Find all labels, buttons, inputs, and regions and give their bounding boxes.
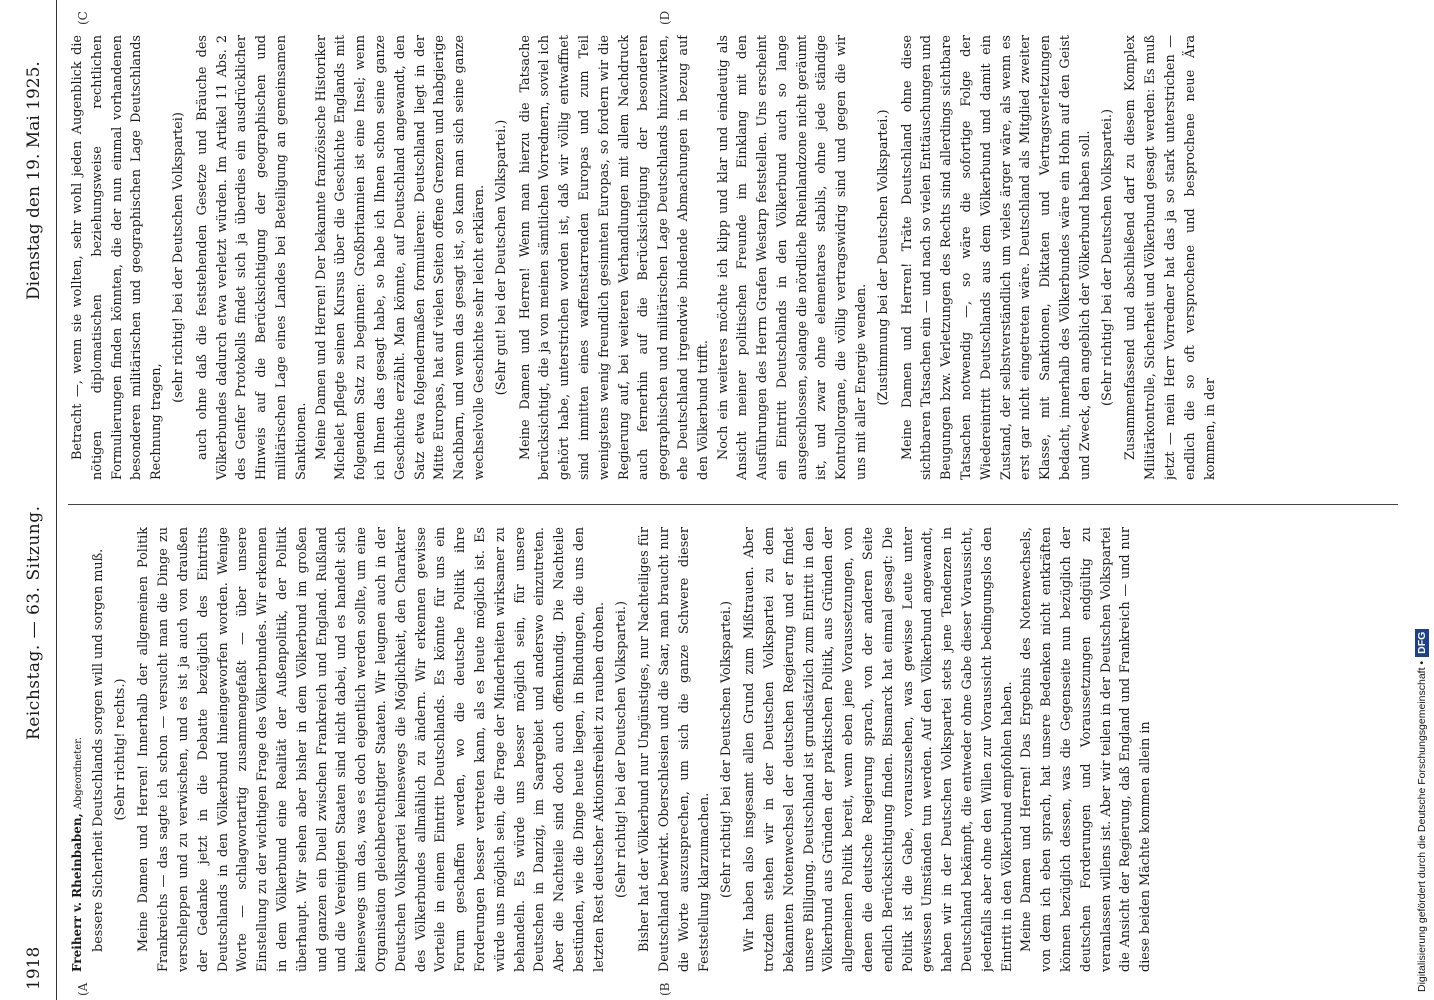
footer-credit [1412,8,1432,992]
interjection: (Sehr richtig! bei der Deutschen Volkspartei.) [718,601,734,898]
margin-letter-b: (B [658,982,672,996]
speaker-role: Abgeordneter. [73,737,84,810]
page-number: 1918 [24,946,44,990]
paragraph: Meine Damen und Herren! Träte Deutschland ohne diese sichtbaren Tatsachen ein — und nach so vielen Enttäuschungen und Beugungen bzw. Verletzungen des Rechts sind allerdings sichtbare Tatsachen notwendig —, so wäre die sofortige Folge der Wiedereintritt Deutschlands aus dem Völkerbund und damit ein Zustand, der selbstverständlich um vieles ärger wäre, als wenn es erst gar nicht eingetreten wäre. Deutschland als Mitglied zweiter Klasse, mit Sanktionen, Diktaten und Vertragsverletzungen bedacht, innerhalb des Völkerbundes wäre ein Hohn auf den Geist und Zweck, den angeblich der Völkerbund haben soll. [899,35,1093,480]
right-column [68,35,1398,480]
paragraph: Bisher hat der Völkerbund nur Ungünstiges, nur Nachteiliges für Deutschland bewirkt. Oberschlesien und die Saar, man braucht nur die Worte auszusprechen, um sich die ganze Schwere dieser Feststellung klarzumachen. [637,527,712,972]
interjection: (Sehr richtig! rechts.) [112,678,128,821]
paragraph: bessere Sicherheit Deutschlands sorgen will und sorgen muß. [90,548,106,952]
paragraph: auch ohne daß die feststehenden Gesetze und Bräuche des Völkerbundes dadurch etwa verletzt würden. Im Artikel 11 Abs. 2 des Genfer Protokolls findet sich ja überdies ein ausdrücklicher Hinweis auf die Berücksichtigung der geographischen und militärischen Lage eines Landes bei Beteiligung an gemeinsamen Sanktionen. [194,35,309,480]
paragraph: Noch ein weiteres möchte ich klipp und klar und eindeutig als Ansicht meiner politischen Freunde im Einklang mit den Ausführungen des Herrn Grafen Westarp feststellen. Uns erscheint ein Eintritt Deutschlands in den Völkerbund auch so lange ausgeschlossen, solange die nördliche Rheinlandzone nicht geräumt ist, und zwar ohne elementares stabils, ohne jede ständige Kontrollorgane, die völlig vertragswidrig sind und gegen die wir uns mit aller Energie wenden. [715,35,870,480]
paragraph: Meine Damen und Herren! Wenn man hierzu die Tatsache berücksichtigt, die ja von meinen sämtlichen Vorrednern, soviel ich gehört habe, unterstrichen worden ist, daß wir völlig entwaffnet sind inmitten eines waffenstarrenden Europas und zum Teil wenigstens wenig freundlich gesinnten Europas, so fordern wir die Regierung auf, bei weiteren Verhandlungen mit allem Nachdruck auch fernerhin auf die Berücksichtigung der besonderen geographischen und militärischen Lage Deutschlands hinzuwirken, ehe Deutschland irgendwie bindende Abmachungen in bezug auf den Völkerbund trifft. [517,35,711,480]
footer-text: Digitalisierung gefördert durch die Deutsche Forschungsgemeinschaft • [1416,660,1428,992]
paragraph: Meine Damen und Herren! Der bekannte französische Historiker Michelet pflegte seinen Kursus über die Geschichte Englands mit folgendem Satz zu beginnen: Großbritannien ist eine Insel; wenn ich Ihnen das gesagt habe, so habe ich Ihnen schon seine ganze Geschichte erzählt. Man könnte, auf Deutschland angewandt, den Satz etwa folgendermaßen formulieren: Deutschland liegt in der Mitte Europas, hat auf vielen Seiten offene Grenzen und habgierige Nachbarn, und wenn das gesagt ist, so kann man sich seine ganze wechselvolle Geschichte sehr leicht erklären. [313,35,487,480]
paragraph: Meine Damen und Herren! Innerhalb der allgemeinen Politik Frankreichs — das sagte ich schon — versucht man die Dinge zu verschleppen und zu verwischen, und es ist ja auch von draußen der Gedanke jetzt in die Debatte bezüglich des Eintritts Deutschlands in den Völkerbund hineingeworfen worden. Wenige Worte — schlagwortartig zusammengefaßt — über unsere Einstellung zu der wichtigen Frage des Völkerbundes. Wir erkennen in dem Völkerbund eine Realität der Außenpolitik, der Politik überhaupt. Wir sehen aber bisher in dem Völkerbund im großen und ganzen ein Duell zwischen Frankreich und England. Rußland und die Vereinigten Staaten sind nicht dabei, und es handelt sich keineswegs um das, was es doch eigentlich werden sollte, um eine Organisation gleichberechtigter Staaten. Wir leugnen auch in der Deutschen Volkspartei keineswegs die Möglichkeit, den Charakter des Völkerbundes allmählich zu ändern. Wir erkennen gewisse Vorteile in einem Eintritt Deutschlands. Es könnte für uns ein Forum geschaffen werden, wo die deutsche Politik ihre Forderungen besser vertreten kann, als es heute möglich ist. Es würde uns möglich sein, die Frage der Minderheiten wirksamer zu behandeln. Es würde uns besser möglich sein, für unsere Deutschen in Danzig, im Saargebiet und anderswo einzutreten. Aber die Nachteile sind doch auch offenkundig. Die Nachteile bestünden, wie die Dinge heute liegen, in Bindungen, die uns den letzten Rest deutscher Aktionsfreiheit zu rauben drohen. [136,527,607,972]
interjection: (Sehr richtig! bei der Deutschen Volkspartei.) [613,601,629,898]
page-header [24,0,50,1000]
margin-letter-c: (C [76,11,90,25]
document-page [10,0,1410,1000]
session-title: Reichstag. — 63. Sitzung. [24,505,44,740]
paragraph: Zusammenfassend und abschließend darf zu diesem Komplex Militärkontrolle, Sicherheit und Völkerbund gesagt werden: Es muß jetzt — mein Herr Vorredner hat das ja so stark unterstrichen — endlich die so oft versprochene und besprochene neue Ära kommen, in der [1123,35,1218,480]
dfg-logo: DFG [1415,629,1429,657]
paragraph: Meine Damen und Herren! Das Ergebnis des Notenwechsels, von dem ich eben sprach, hat unsere Bedenken nicht entkräften können bezüglich dessen, was die Gegenseite nun bezüglich der deutschen Forderungen und Voraussetzungen endgültig zu veranlassen willens ist. Aber wir teilen in der Deutschen Volkspartei die Ansicht der Regierung, daß England und Frankreich — und nur diese beiden Mächte kommen allein in [1019,527,1154,972]
left-column [68,527,1398,972]
speaker-name: Freiherr v. Rheinbaben, [70,813,84,972]
session-date: Dienstag den 19. Mai 1925. [24,61,44,300]
speaker-line [68,527,89,972]
paragraph: Wir haben also insgesamt allen Grund zum Mißtrauen. Aber trotzdem stehen wir in der Deutschen Volkspartei zu dem bekannten Notenwechsel der deutschen Regierung und er findet unsere Billigung. Deutschland ist grundsätzlich zum Eintritt in den Völkerbund aus Gründen der praktischen Politik, aus Gründen der allgemeinen Politik bereit, wenn eben jene Voraussetzungen, von denen die deutsche Regierung sprach, von der anderen Seite endlich Berücksichtigung finden. Bismarck hat einmal gesagt: Die Politik ist die Gabe, vorauszusehen, was gewisse Leute unter gewissen Umständen tun werden. Auf den Völkerbund angewandt, haben wir in der Deutschen Volkspartei stets jene Tendenzen in Deutschland bekämpft, die entweder ohne Gabe dieser Voraussicht, jedenfalls aber ohne den Willen zur Voraussicht bedingungslos den Eintritt in den Völkerbund empfohlen haben. [742,527,1015,972]
interjection: (Sehr gut! bei der Deutschen Volkspartei.) [493,119,509,396]
interjection: (sehr richtig! bei der Deutschen Volkspartei) [170,112,186,403]
margin-letter-d: (D [658,10,672,25]
margin-letter-a: (A [76,982,90,996]
interjection: (Sehr richtig! bei der Deutschen Volkspartei.) [1099,109,1115,406]
column-divider [68,504,1398,505]
interjection: (Zustimmung bei der Deutschen Volkspartei.) [875,109,891,406]
header-rule [56,0,57,1000]
paragraph: Betracht —, wenn sie wollten, sehr wohl jeden Augenblick die nötigen diplomatischen beziehungsweise rechtlichen Formulierungen finden könnten, die der nun einmal vorhandenen besonderen militärischen und geographischen Lage Deutschlands Rechnung tragen, [70,35,165,480]
